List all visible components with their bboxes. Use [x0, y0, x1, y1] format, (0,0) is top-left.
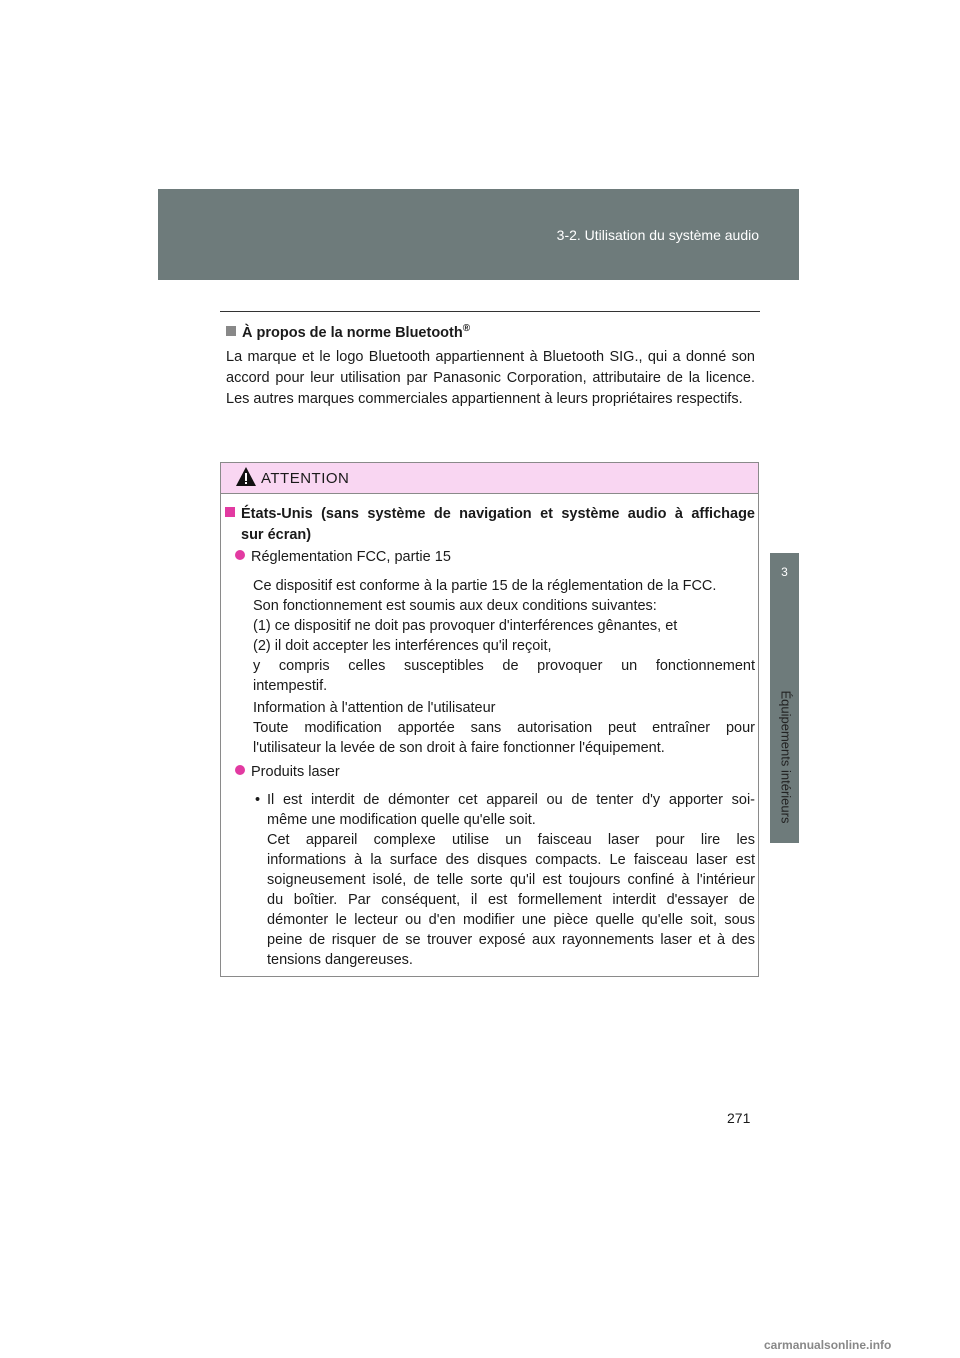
- fcc-line: Son fonctionnement est soumis aux deux conditions suivantes:: [253, 598, 657, 614]
- section-divider: [220, 311, 760, 312]
- chapter-number: 3: [781, 565, 788, 579]
- registered-mark: ®: [462, 323, 471, 334]
- pink-dot-icon: [235, 550, 245, 560]
- warning-header: [221, 463, 758, 494]
- info-line: Toute modification apportée sans autorisation peut entraîner pour: [253, 720, 755, 736]
- info-line: Information à l'attention de l'utilisateur: [253, 700, 496, 716]
- watermark: carmanualsonline.info: [764, 1338, 892, 1352]
- fcc-line: Ce dispositif est conforme à la partie 15 de la réglementation de la FCC.: [253, 578, 717, 594]
- section-title: 3-2. Utilisation du système audio: [556, 227, 759, 243]
- bullet-fcc: [235, 549, 451, 565]
- fcc-line: (2) il doit accepter les interférences qu'il reçoit,: [253, 638, 552, 654]
- bullet-mark: •: [255, 792, 261, 808]
- section-heading: [226, 323, 470, 341]
- warning-subheading: [225, 504, 755, 546]
- bullet-laser: [235, 764, 340, 780]
- intro-paragraph: La marque et le logo Bluetooth appartiennent à Bluetooth SIG., qui a donné son accord pour leur utilisation par Panasonic Corporation, attributaire de la licence. Les autres marques commerciales appartiennent à leurs propriétaires respectifs.: [226, 349, 755, 407]
- laser-warning-item: [253, 790, 755, 970]
- fcc-line: (1) ce dispositif ne doit pas provoquer d'interférences gênantes, et: [253, 618, 678, 634]
- header-band: [158, 189, 799, 280]
- bullet-laser-label: Produits laser: [251, 764, 340, 780]
- warning-title: ATTENTION: [261, 470, 350, 487]
- info-line: l'utilisateur la levée de son droit à faire fonctionner l'équipement.: [253, 740, 665, 756]
- laser-line: Cet appareil complexe utilise un faisceau laser pour lire les: [267, 832, 755, 848]
- laser-line: peine de risquer de se trouver exposé aux rayonnements laser et à des: [267, 932, 755, 948]
- fcc-line: y compris celles susceptibles de provoquer un fonctionnement: [253, 658, 755, 674]
- section-heading-text: À propos de la norme Bluetooth: [242, 324, 463, 341]
- chapter-label-text: Équipements intérieurs: [778, 690, 794, 824]
- info-paragraph: [253, 698, 755, 758]
- fcc-line: intempestif.: [253, 678, 328, 694]
- bullet-fcc-label: Réglementation FCC, partie 15: [251, 549, 451, 565]
- pink-dot-icon: [235, 765, 245, 775]
- laser-line: du boîtier. Par conséquent, il est formellement interdit d'essayer de: [267, 892, 755, 908]
- fcc-paragraph: [253, 576, 755, 696]
- laser-line: informations à la surface des disques compacts. Le faisceau laser est: [267, 852, 755, 868]
- square-bullet-icon: [226, 326, 236, 336]
- laser-line: même une modification quelle qu'elle soit.: [267, 812, 536, 828]
- warning-box: [220, 462, 759, 977]
- pink-square-icon: [225, 507, 235, 517]
- chapter-label: [777, 690, 794, 824]
- subheading-line-2: sur écran): [241, 527, 312, 543]
- subheading-line-1: États-Unis (sans système de navigation et système audio à affichage: [241, 506, 755, 522]
- laser-line: Il est interdit de démonter cet appareil ou de tenter d'y apporter soi-: [267, 792, 755, 808]
- laser-line: tensions dangereuses.: [267, 952, 413, 968]
- warning-triangle-icon: [235, 466, 257, 488]
- laser-line: soigneusement isolé, de telle sorte qu'il est toujours confiné à l'intérieur: [267, 872, 755, 888]
- laser-line: démonter le lecteur ou d'en modifier une pièce quelle qu'elle soit, sous: [267, 912, 755, 928]
- page-number: 271: [727, 1110, 751, 1126]
